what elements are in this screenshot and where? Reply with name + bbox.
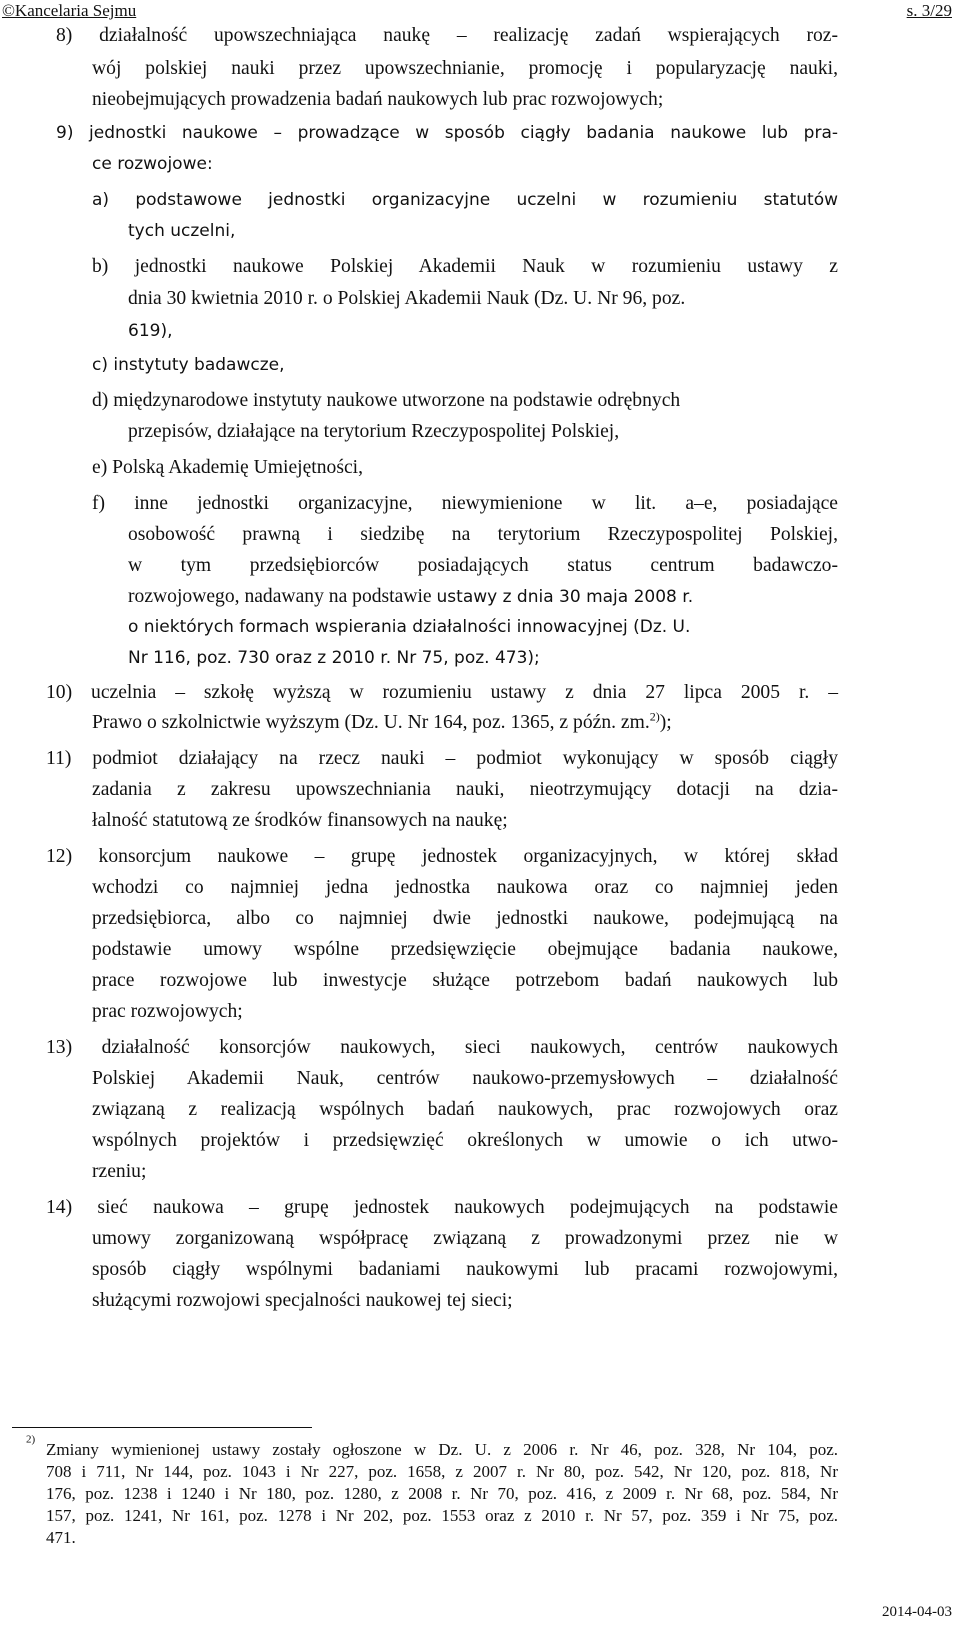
body-line: a) podstawowe jednostki organizacyjne uczelni w rozumieniu statutów <box>92 190 838 210</box>
body-line: rzeniu; <box>92 1161 147 1182</box>
body-line-segment: ustawy z dnia 30 maja 2008 r. <box>436 587 694 607</box>
body-line: Polskiej Akademii Nauk, centrów naukowo-przemysłowych – działalność <box>92 1068 838 1089</box>
body-line: zadania z zakresu upowszechniania nauki, nieotrzymujący dotacji na dzia- <box>92 779 838 800</box>
body-line: osobowość prawną i siedzibę na terytorium Rzeczypospolitej Polskiej, <box>128 524 838 545</box>
body-line: 8) działalność upowszechniająca naukę – realizację zadań wspierających roz- <box>56 25 838 46</box>
body-line-segment: Prawo o szkolnictwie wyższym (Dz. U. Nr 164, poz. 1365, z późn. zm. <box>92 712 650 733</box>
body-line: Nr 116, poz. 730 oraz z 2010 r. Nr 75, poz. 473); <box>128 648 540 668</box>
body-line: łalność statutową ze środków finansowych na naukę; <box>92 810 508 831</box>
footnote-line: Zmiany wymienionej ustawy zostały ogłoszone w Dz. U. z 2006 r. Nr 46, poz. 328, Nr 104, poz. <box>46 1440 838 1459</box>
footnote-marker: 2) <box>26 1433 36 1446</box>
body-line: 12) konsorcjum naukowe – grupę jednostek organizacyjnych, w której skład <box>46 846 838 867</box>
body-line: prac rozwojowych; <box>92 1001 243 1022</box>
header-copyright: ©Kancelaria Sejmu <box>2 1 137 20</box>
body-line: 619), <box>128 321 173 341</box>
body-line: c) instytuty badawcze, <box>92 355 285 375</box>
header-page-number: s. 3/29 <box>906 1 952 20</box>
body-line: związaną z realizacją wspólnych badań naukowych, prac rozwojowych oraz <box>92 1099 838 1120</box>
body-line: umowy zorganizowaną współpracę związaną z prowadzonymi przez nie w <box>92 1228 838 1249</box>
body-line: 9) jednostki naukowe – prowadzące w sposób ciągły badania naukowe lub pra- <box>56 123 838 143</box>
body-line <box>92 710 672 736</box>
body-line: e) Polską Akademię Umiejętności, <box>92 457 363 478</box>
body-line: prace rozwojowe lub inwestycje służące potrzebom badań naukowych lub <box>92 970 838 991</box>
body-line: 13) działalność konsorcjów naukowych, sieci naukowych, centrów naukowych <box>46 1037 838 1058</box>
body-line: b) jednostki naukowe Polskiej Akademii Nauk w rozumieniu ustawy z <box>92 256 838 277</box>
body-line: służącymi rozwojowi specjalności naukowej tej sieci; <box>92 1290 513 1311</box>
body-line: d) międzynarodowe instytuty naukowe utworzone na podstawie odrębnych <box>92 390 681 411</box>
footnote-reference[interactable]: 2) <box>649 709 660 724</box>
body-line <box>128 584 693 610</box>
body-line: 14) sieć naukowa – grupę jednostek naukowych podejmujących na podstawie <box>46 1197 838 1218</box>
body-line: 10) uczelnia – szkołę wyższą w rozumieniu ustawy z dnia 27 lipca 2005 r. – <box>46 682 838 703</box>
footnote-line: 708 i 711, Nr 144, poz. 1043 i Nr 227, poz. 1658, z 2007 r. Nr 80, poz. 542, Nr 120, poz. 818, Nr <box>46 1462 838 1481</box>
body-line: wój polskiej nauki przez upowszechnianie, promocję i popularyzację nauki, <box>92 58 838 79</box>
body-line: tych uczelni, <box>128 221 236 241</box>
body-line: wchodzi co najmniej jedna jednostka naukowa oraz co najmniej jeden <box>92 877 838 898</box>
footnote-separator <box>12 1427 312 1428</box>
body-line: w tym przedsiębiorców posiadających status centrum badawczo- <box>128 555 838 576</box>
body-line: dnia 30 kwietnia 2010 r. o Polskiej Akademii Nauk (Dz. U. Nr 96, poz. <box>128 288 686 309</box>
footnote-line: 176, poz. 1238 i 1240 i Nr 180, poz. 1280, z 2008 r. Nr 70, poz. 416, z 2009 r. Nr 68, poz. 584, Nr <box>46 1484 838 1503</box>
body-line-segment: rozwojowego, nadawany na podstawie <box>128 586 432 607</box>
footnote-line: 471. <box>46 1528 76 1547</box>
body-line: o niektórych formach wspierania działalności innowacyjnej (Dz. U. <box>128 617 691 637</box>
body-line: nieobejmujących prowadzenia badań naukowych lub prac rozwojowych; <box>92 89 664 110</box>
body-line: 11) podmiot działający na rzecz nauki – podmiot wykonujący w sposób ciągły <box>46 748 838 769</box>
body-line: ce rozwojowe: <box>92 154 213 174</box>
body-line: sposób ciągły wspólnymi badaniami naukowymi lub pracami rozwojowymi, <box>92 1259 838 1280</box>
body-line: przepisów, działające na terytorium Rzeczypospolitej Polskiej, <box>128 421 620 442</box>
body-line: przedsiębiorca, albo co najmniej dwie jednostki naukowe, podejmującą na <box>92 908 838 929</box>
body-line: podstawie umowy wspólne przedsięwzięcie obejmujące badania naukowe, <box>92 939 838 960</box>
footnote-line: 157, poz. 1241, Nr 161, poz. 1278 i Nr 202, poz. 1553 oraz z 2010 r. Nr 57, poz. 359 i Nr 75, poz. <box>46 1506 838 1525</box>
body-line: f) inne jednostki organizacyjne, niewymienione w lit. a–e, posiadające <box>92 493 838 514</box>
footer-date: 2014-04-03 <box>882 1604 952 1620</box>
body-line-segment: ); <box>659 712 672 733</box>
body-line: wspólnych projektów i przedsięwzięć określonych w umowie o ich utwo- <box>92 1130 838 1151</box>
